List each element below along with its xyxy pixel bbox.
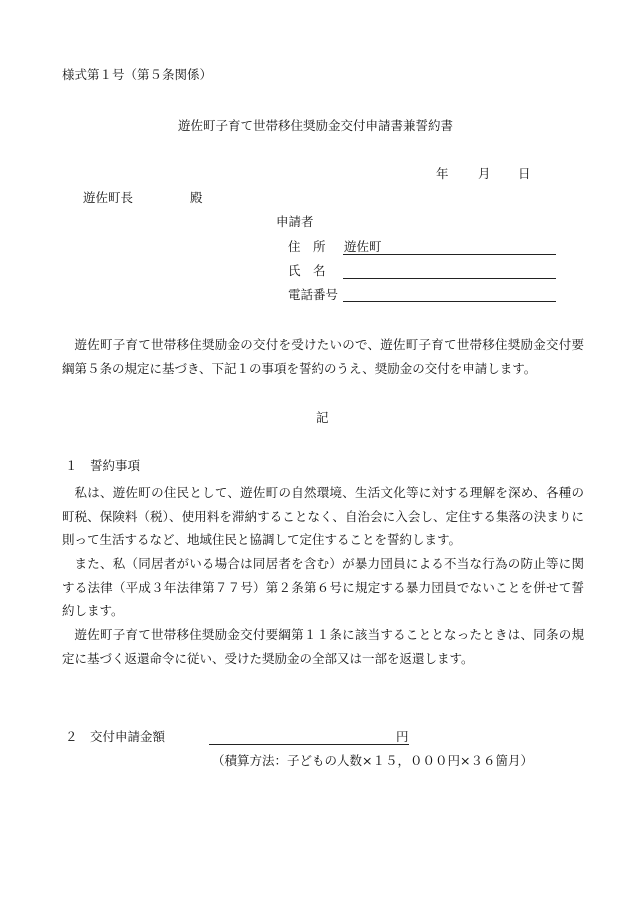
amount-underline — [209, 744, 409, 745]
calc-note: （積算方法：子どもの人数×１５，０００円×３６箇月） — [212, 753, 533, 768]
pledge-paragraph-2: また、私（同居者がいる場合は同居者を含む）が暴力団員による不当な行為の防止等に関する法律（平成３年法律第７７号）第２条第６号に規定する暴力団員でないことを併せて誓約します。 — [62, 556, 584, 618]
date-month: 月 — [478, 166, 491, 181]
yen-label: 円 — [396, 729, 409, 744]
ki-heading: 記 — [316, 410, 329, 425]
name-label: 氏 名 — [288, 263, 326, 278]
addressee-name: 遊佐町長 — [83, 190, 134, 205]
name-underline — [343, 278, 556, 279]
date-day: 日 — [518, 166, 531, 181]
pledge-paragraph-1: 私は、遊佐町の住民として、遊佐町の自然環境、生活文化等に対する理解を深め、各種の町税、保険料（税）、使用料を滞納することなく、自治会に入会し、定住する集落の決まりに則って生活するなど、地域住民と協調して定住することを誓約します。 — [62, 485, 584, 547]
form-number: 様式第１号（第５条関係） — [62, 67, 213, 82]
intro-paragraph: 遊佐町子育て世帯移住奨励金の交付を受けたいので、遊佐町子育て世帯移住奨励金交付要綱第５条の規定に基づき、下記１の事項を誓約のうえ、奨励金の交付を申請します。 — [62, 337, 584, 376]
address-label: 住 所 — [288, 239, 326, 254]
address-field[interactable]: 遊佐町 — [344, 239, 382, 254]
date-year: 年 — [436, 166, 449, 181]
document-title: 遊佐町子育て世帯移住奨励金交付申請書兼誓約書 — [178, 118, 454, 133]
pledge-heading: １ 誓約事項 — [65, 458, 141, 473]
addressee-honorific: 殿 — [190, 190, 203, 205]
amount-heading: ２ 交付申請金額 — [65, 729, 166, 744]
pledge-paragraph-3: 遊佐町子育て世帯移住奨励金交付要綱第１１条に該当することとなったときは、同条の規定に基づく返還命令に従い、受けた奨励金の全部又は一部を返還します。 — [62, 627, 584, 666]
phone-underline — [343, 301, 556, 302]
applicant-heading: 申請者 — [276, 214, 314, 229]
address-underline — [343, 254, 556, 255]
phone-label: 電話番号 — [288, 287, 339, 302]
